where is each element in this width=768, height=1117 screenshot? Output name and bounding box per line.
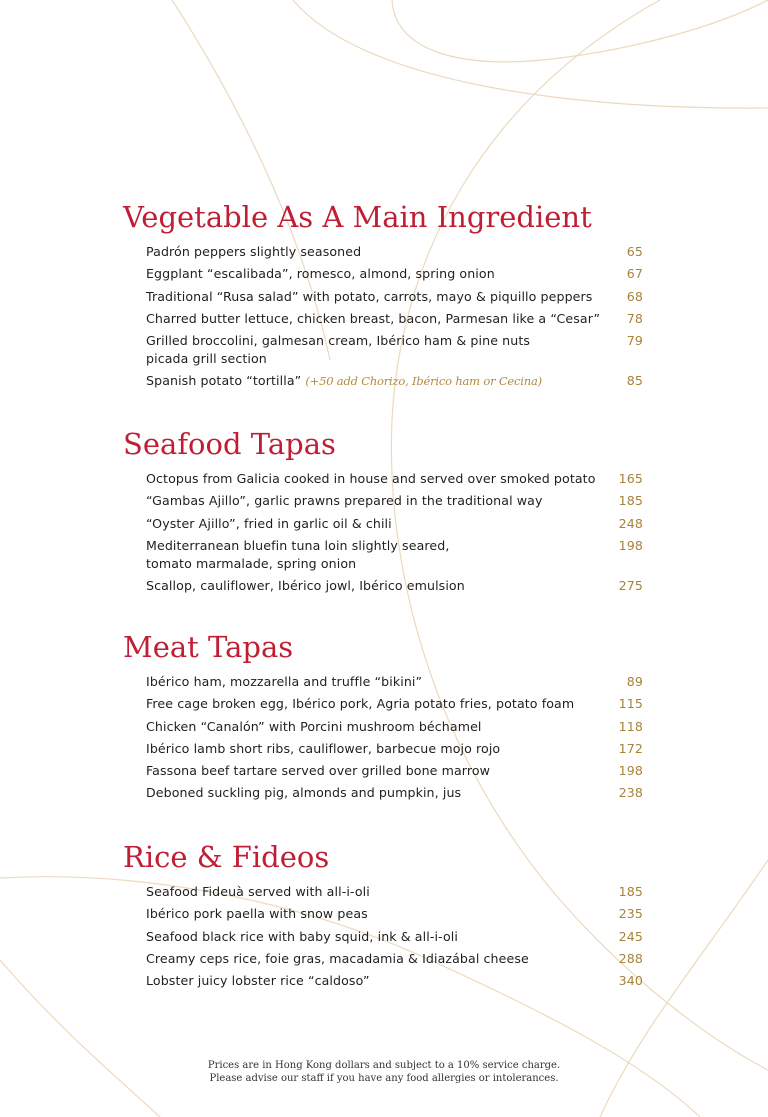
item-price: 78 [626, 310, 643, 326]
menu-item [123, 492, 643, 510]
decor-curve [392, 0, 768, 62]
item-price: 68 [626, 288, 643, 304]
menu-item [123, 310, 643, 328]
item-name: Ibérico pork paella with snow peas [146, 906, 368, 922]
menu-item [123, 950, 643, 968]
menu-item [123, 905, 643, 923]
item-name: “Oyster Ajillo”, fried in garlic oil & chili [146, 515, 392, 531]
footer-line: Prices are in Hong Kong dollars and subject to a 10% service charge. [207, 1060, 561, 1071]
item-name: Scallop, cauliflower, Ibérico jowl, Ibérico emulsion [146, 578, 465, 594]
menu-item [123, 718, 643, 736]
section-title: Vegetable As A Main Ingredient [123, 200, 592, 234]
item-price: 79 [626, 333, 643, 349]
item-name: Ibérico lamb short ribs, cauliflower, barbecue mojo rojo [146, 740, 501, 756]
item-price: 185 [618, 493, 643, 509]
menu-items [123, 883, 643, 990]
menu-item [123, 883, 643, 901]
menu-item [123, 470, 643, 488]
menu-item [123, 537, 643, 573]
menu-item [123, 515, 643, 533]
item-name: Mediterranean bluefin tuna loin slightly seared, [146, 537, 450, 553]
item-price: 245 [618, 928, 643, 944]
item-name: Octopus from Galicia cooked in house and served over smoked potato [146, 471, 596, 486]
item-name: Creamy ceps rice, foie gras, macadamia & Idiazábal cheese [146, 950, 529, 966]
menu-item [123, 265, 643, 283]
item-name: “Gambas Ajillo”, garlic prawns prepared in the traditional way [146, 493, 543, 509]
section-rice-fideos [123, 839, 643, 994]
item-price: 248 [618, 515, 643, 531]
item-price: 165 [618, 471, 643, 486]
menu-item [123, 695, 643, 713]
menu-item [123, 577, 643, 595]
item-price: 172 [618, 740, 643, 756]
item-name-continued: tomato marmalade, spring onion [146, 555, 357, 571]
menu-item [123, 928, 643, 946]
item-name: Traditional “Rusa salad” with potato, carrots, mayo & piquillo peppers [146, 288, 593, 304]
section-seafood-tapas [123, 426, 643, 599]
item-price: 118 [618, 718, 643, 734]
menu-item [123, 972, 643, 990]
section-title: Seafood Tapas [123, 427, 336, 461]
item-price: 185 [618, 884, 643, 899]
menu-item [123, 762, 643, 780]
item-price: 238 [618, 785, 643, 801]
item-price: 67 [626, 266, 643, 282]
item-name: Free cage broken egg, Ibérico pork, Agria potato fries, potato foam [146, 696, 575, 712]
decor-curve [293, 0, 768, 108]
item-price: 340 [618, 973, 643, 989]
footer-note [0, 1060, 768, 1085]
menu-item [123, 372, 643, 390]
menu-item [123, 740, 643, 758]
item-price: 198 [618, 537, 643, 553]
menu-item [123, 288, 643, 306]
menu-item [123, 784, 643, 802]
item-note: (+50 add Chorizo, Ibérico ham or Cecina) [305, 374, 542, 389]
item-name: Ibérico ham, mozzarella and truffle “bikini” [146, 674, 423, 689]
menu-items [123, 470, 643, 595]
menu-items [123, 673, 643, 802]
item-name: Deboned suckling pig, almonds and pumpkin, jus [146, 785, 462, 801]
item-name: Seafood Fideuà served with all-i-oli [146, 884, 370, 899]
item-name-continued: picada grill section [146, 351, 267, 367]
item-name: Chicken “Canalón” with Porcini mushroom béchamel [146, 718, 482, 734]
item-name: Eggplant “escalibada”, romesco, almond, spring onion [146, 266, 495, 282]
menu-item [123, 332, 643, 368]
menu-items [123, 243, 643, 390]
item-name: Lobster juicy lobster rice “caldoso” [146, 973, 370, 989]
item-name: Seafood black rice with baby squid, ink & all-i-oli [146, 928, 458, 944]
menu-item [123, 673, 643, 691]
item-name: Padrón peppers slightly seasoned [146, 244, 362, 259]
item-price: 198 [618, 763, 643, 779]
item-price: 65 [626, 244, 643, 259]
section-vegetable [123, 199, 643, 395]
item-price: 115 [618, 696, 643, 712]
item-name: Spanish potato “tortilla” [146, 373, 302, 389]
item-price: 288 [618, 950, 643, 966]
item-price: 275 [618, 578, 643, 594]
item-price: 89 [626, 674, 643, 689]
menu-item [123, 243, 643, 261]
section-title: Rice & Fideos [123, 840, 330, 874]
section-title: Meat Tapas [123, 630, 294, 664]
item-name: Charred butter lettuce, chicken breast, bacon, Parmesan like a “Cesar” [146, 310, 601, 326]
item-name: Fassona beef tartare served over grilled bone marrow [146, 763, 491, 779]
item-price: 235 [618, 906, 643, 922]
item-name: Grilled broccolini, galmesan cream, Ibérico ham & pine nuts [146, 333, 531, 349]
footer-line: Please advise our staff if you have any food allergies or intolerances. [209, 1072, 559, 1084]
item-price: 85 [626, 373, 643, 389]
section-meat-tapas [123, 629, 643, 807]
